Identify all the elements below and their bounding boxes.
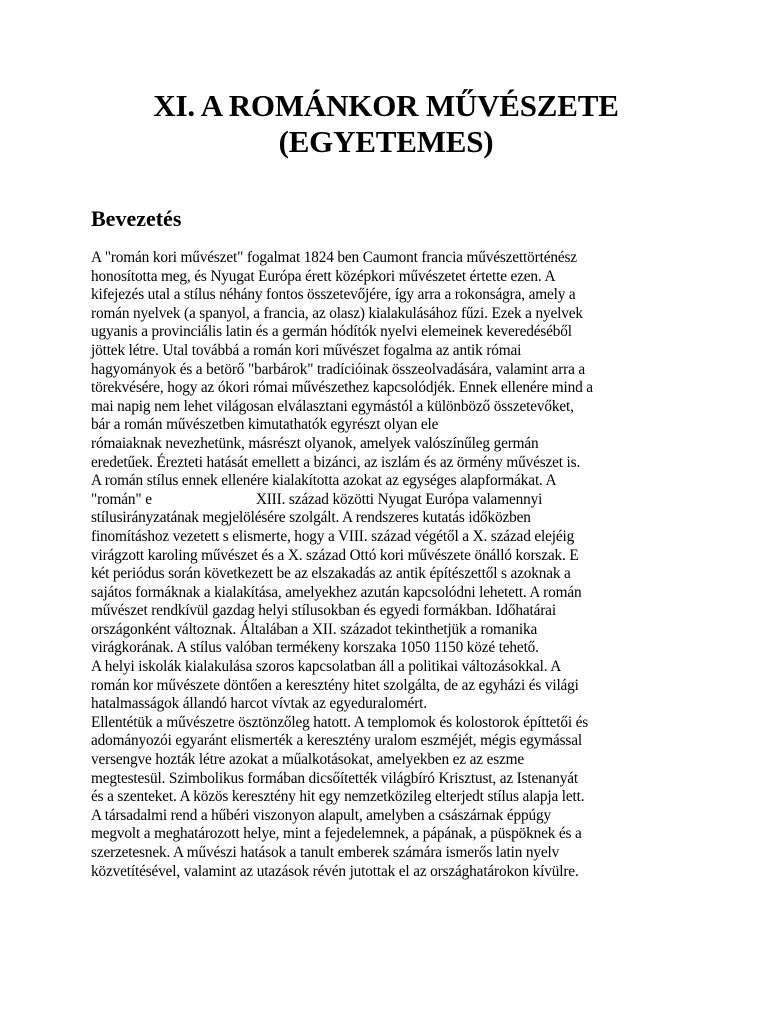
text-fragment: XIII. század közötti Nyugat Európa valamennyi (255, 490, 543, 508)
text-line: honosította meg, és Nyugat Európa érett középkori művészetet értette ezen. A (91, 267, 556, 285)
text-line: virágkorának. A stílus valóban termékeny korszaka 1050 1150 közé tehető. (91, 639, 539, 657)
text-line: törekvésére, hogy az ókori római művészethez kapcsolódjék. Ennek ellenére mind a (91, 379, 593, 397)
document-title (91, 88, 681, 160)
text-line: ugyanis a provinciális latin és a germán hódítók nyelvi elemeinek keveredéséből (91, 323, 572, 341)
text-line: közvetítésével, valamint az utazások révén jutottak el az országhatárokon kívülre. (91, 862, 579, 880)
text-line: versengve hozták létre azokat a műalkotásokat, amelyekben ez az eszme (91, 751, 525, 769)
text-line: virágzott karoling művészet és a X. század Ottó kori művészete önálló korszak. E (91, 546, 579, 564)
text-line: szerzetesnek. A művészi hatások a tanult emberek számára ismerős latin nyelv (91, 844, 560, 861)
text-line: és a szenteket. A közös keresztény hit egy nemzetközileg elterjedt stílus alapja lett. (91, 788, 585, 806)
document-page (91, 88, 681, 881)
body-paragraph (91, 249, 681, 881)
text-line: megvolt a meghatározott helye, mint a fejedelemnek, a pápának, a püspöknek és a (91, 825, 582, 843)
text-line: jöttek létre. Utal továbbá a román kori művészet fogalma az antik római (91, 341, 522, 359)
text-line: művészet rendkívül gazdag helyi stílusokban és egyedi formákban. Időhatárai (91, 602, 556, 620)
title-line-2: (EGYETEMES) (278, 124, 494, 159)
section-heading: Bevezetés (91, 206, 182, 231)
text-line: eredetűek. Érezteti hatását emellett a bizánci, az iszlám és az örmény művészet is. (91, 453, 581, 471)
text-line: két periódus során következett be az elszakadás az antik építészettől s azoknak a (91, 565, 571, 583)
text-line: A román stílus ennek ellenére kialakította azokat az egységes alapformákat. A (91, 472, 557, 490)
text-fragment: "román" e (91, 490, 152, 508)
text-line: rómaiaknak nevezhetünk, másrészt olyanok, amelyek valószínűleg germán (91, 434, 539, 452)
title-line-1: XI. A ROMÁNKOR MŰVÉSZETE (153, 88, 619, 123)
text-line: román nyelvek (a spanyol, a francia, az olasz) kialakulásához fűzi. Ezek a nyelvek (91, 304, 583, 322)
text-line: sajátos formáknak a kialakítása, amelyekhez azután kapcsolódni lehetett. A román (91, 583, 582, 601)
text-line: A helyi iskolák kialakulása szoros kapcsolatban áll a politikai változásokkal. A (91, 658, 562, 676)
text-line: A "román kori művészet" fogalmat 1824 ben Caumont francia művészettörténész (91, 249, 577, 266)
text-line: mai napig nem lehet világosan elválasztani egymástól a különböző összetevőket, (91, 397, 574, 415)
text-line: adományozói egyaránt elismerték a keresztény uralom eszméjét, mégis egymással (91, 732, 582, 750)
text-line: A társadalmi rend a hűbéri viszonyon alapult, amelyben a császárnak éppúgy (91, 806, 551, 824)
text-line: országonként változnak. Általában a XII. századot tekinthetjük a romanika (91, 620, 538, 638)
text-line-split (91, 491, 681, 510)
text-line: hagyományok és a betörő "barbárok" tradícióinak összeolvadására, valamint arra a (91, 360, 586, 378)
text-line: finomításhoz vezetett s elismerte, hogy a VIII. század végétől a X. század elejéig (91, 527, 575, 545)
text-line: hatalmasságok állandó harcot vívtak az egyeduralomért. (91, 695, 427, 713)
text-line: megtestesül. Szimbolikus formában dicsőítették világbíró Krisztust, az Istenanyát (91, 769, 579, 787)
text-line: kifejezés utal a stílus néhány fontos összetevőjére, így arra a rokonságra, amely a (91, 286, 576, 304)
text-line: stílusirányzatának megjelölésére szolgált. A rendszeres kutatás időközben (91, 509, 531, 527)
text-line: Ellentétük a művészetre ösztönzőleg hatott. A templomok és kolostorok építtetői és (91, 713, 589, 731)
text-line: bár a román művészetben kimutathatók egyrészt olyan ele (91, 416, 439, 434)
text-line: román kor művészete döntően a keresztény hitet szolgálta, de az egyházi és világi (91, 676, 579, 694)
